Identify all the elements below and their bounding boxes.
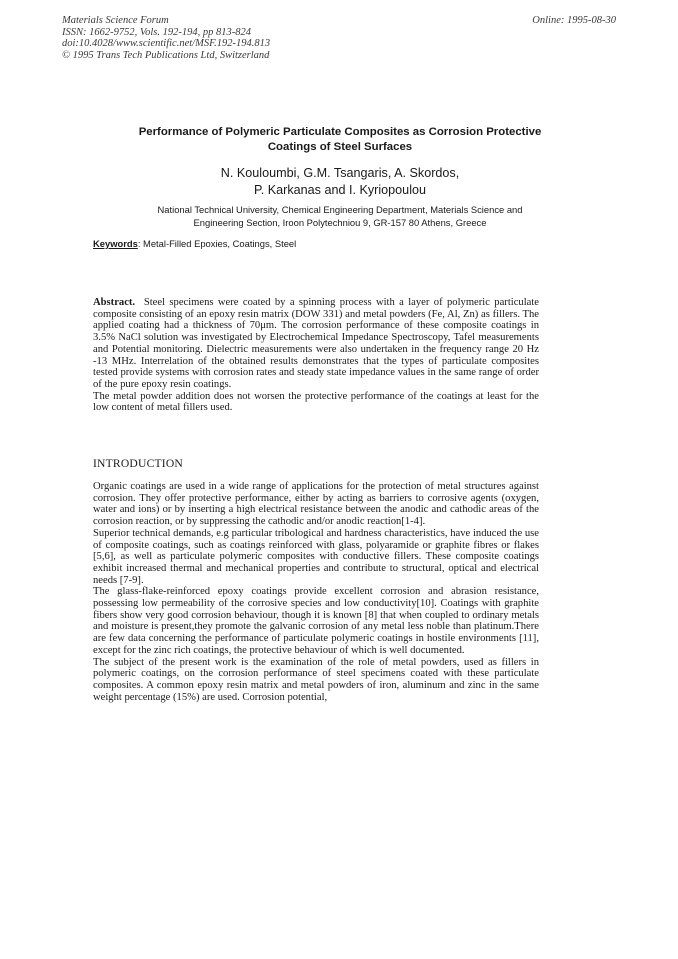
keywords-label: Keywords: [93, 238, 138, 249]
journal-name: Materials Science Forum: [62, 15, 169, 26]
paragraph: The subject of the present work is the examination of the role of metal powders, used as fillers in polymeric coatings, on the corrosion performance of steel specimens coated with these particulate composites. A common epoxy resin matrix and metal powders of iron, aluminum and zinc in the same weight percentage (15%) are used. Corrosion potential,: [93, 656, 539, 703]
abstract-label: Abstract.: [93, 297, 136, 308]
section-heading-introduction: INTRODUCTION: [93, 457, 183, 470]
online-date: Online: 1995-08-30: [532, 15, 616, 26]
doi-line[interactable]: doi:10.4028/www.scientific.net/MSF.192-194.813: [62, 38, 271, 50]
paragraph: Organic coatings are used in a wide range of applications for the protection of metal structures against corrosion. They offer protective performance, either by acting as barriers to corrosive agents (oxygen, water and ions) or by inserting a high electrical resistance between the anodic and cathodic areas of the corrosion reaction, or by suppressing the cathodic and/or anodic reaction[1-4].: [93, 481, 539, 528]
title-line: Performance of Polymeric Particulate Composites as Corrosion Protective: [138, 126, 542, 138]
keywords-text: : Metal-Filled Epoxies, Coatings, Steel: [137, 238, 297, 249]
introduction-body: [93, 481, 539, 703]
abstract-paragraph: The metal powder addition does not worsen the protective performance of the coatings at least for the low content of metal fillers used.: [93, 390, 539, 414]
title-line: Coatings of Steel Surfaces: [267, 141, 413, 153]
copyright-line: © 1995 Trans Tech Publications Ltd, Switzerland: [62, 49, 270, 61]
paper-title: [80, 125, 600, 155]
authors-line: N. Kouloumbi, G.M. Tsangaris, A. Skordos,: [220, 166, 460, 180]
abstract-paragraph: [93, 297, 539, 391]
affiliation-line: Engineering Section, Iroon Polytechniou 9, GR-157 80 Athens, Greece: [193, 217, 487, 228]
abstract: [93, 297, 539, 414]
author-list: [80, 165, 600, 198]
journal-header: [62, 15, 270, 61]
paragraph: The glass-flake-reinforced epoxy coatings provide excellent corrosion and abrasion resistance, possessing low permeability of the corrosive species and low conductivity[10]. Coatings with graphite fibers show very good corrosion behaviour, though it is known [8] that when coupled to ordinary metals and moisture is present,they promote the galvanic corrosion of any metal less noble than platinum.There are few data concerning the performance of particulate polymeric coatings in hostile environments [11], except for the zinc rich coatings, the protective behaviour of which is well documented.: [93, 586, 539, 656]
affiliation-line: National Technical University, Chemical Engineering Department, Materials Science and: [157, 204, 523, 215]
affiliation: [105, 203, 575, 229]
abstract-text: Steel specimens were coated by a spinning process with a layer of polymeric particulate composite consisting of an epoxy resin matrix (DOW 331) and metal powders (Fe, Al, Zn) as fillers. The applied coating had a thickness of 70μm. The corrosion performance of these composite coatings in 3.5% NaCl solution was investigated by Electrochemical Impedance Spectroscopy, Tafel measurements and Potential monitoring. Dielectric measurements were also undertaken in the frequency range 20 Hz -13 MHz. Interrelation of the obtained results demonstrates that the types of particulate composites tested provide systems with corrosion rates and steady state impedance values in the same range of order of the pure epoxy resin coatings.: [93, 297, 540, 390]
issn-line: ISSN: 1662-9752, Vols. 192-194, pp 813-824: [62, 26, 251, 38]
authors-line: P. Karkanas and I. Kyriopoulou: [254, 182, 426, 197]
keywords: [93, 238, 296, 249]
paragraph: Superior technical demands, e.g particular tribological and hardness characteristics, have induced the use of composite coatings, such as coatings reinforced with glass, polyaramide or graphite fibres or flakes [5,6], as well as particulate polymeric composites with conductive fillers. These composite coatings exhibit increased thermal and mechanical properties and contribute to structural, optical and electrical needs [7-9].: [93, 527, 539, 586]
